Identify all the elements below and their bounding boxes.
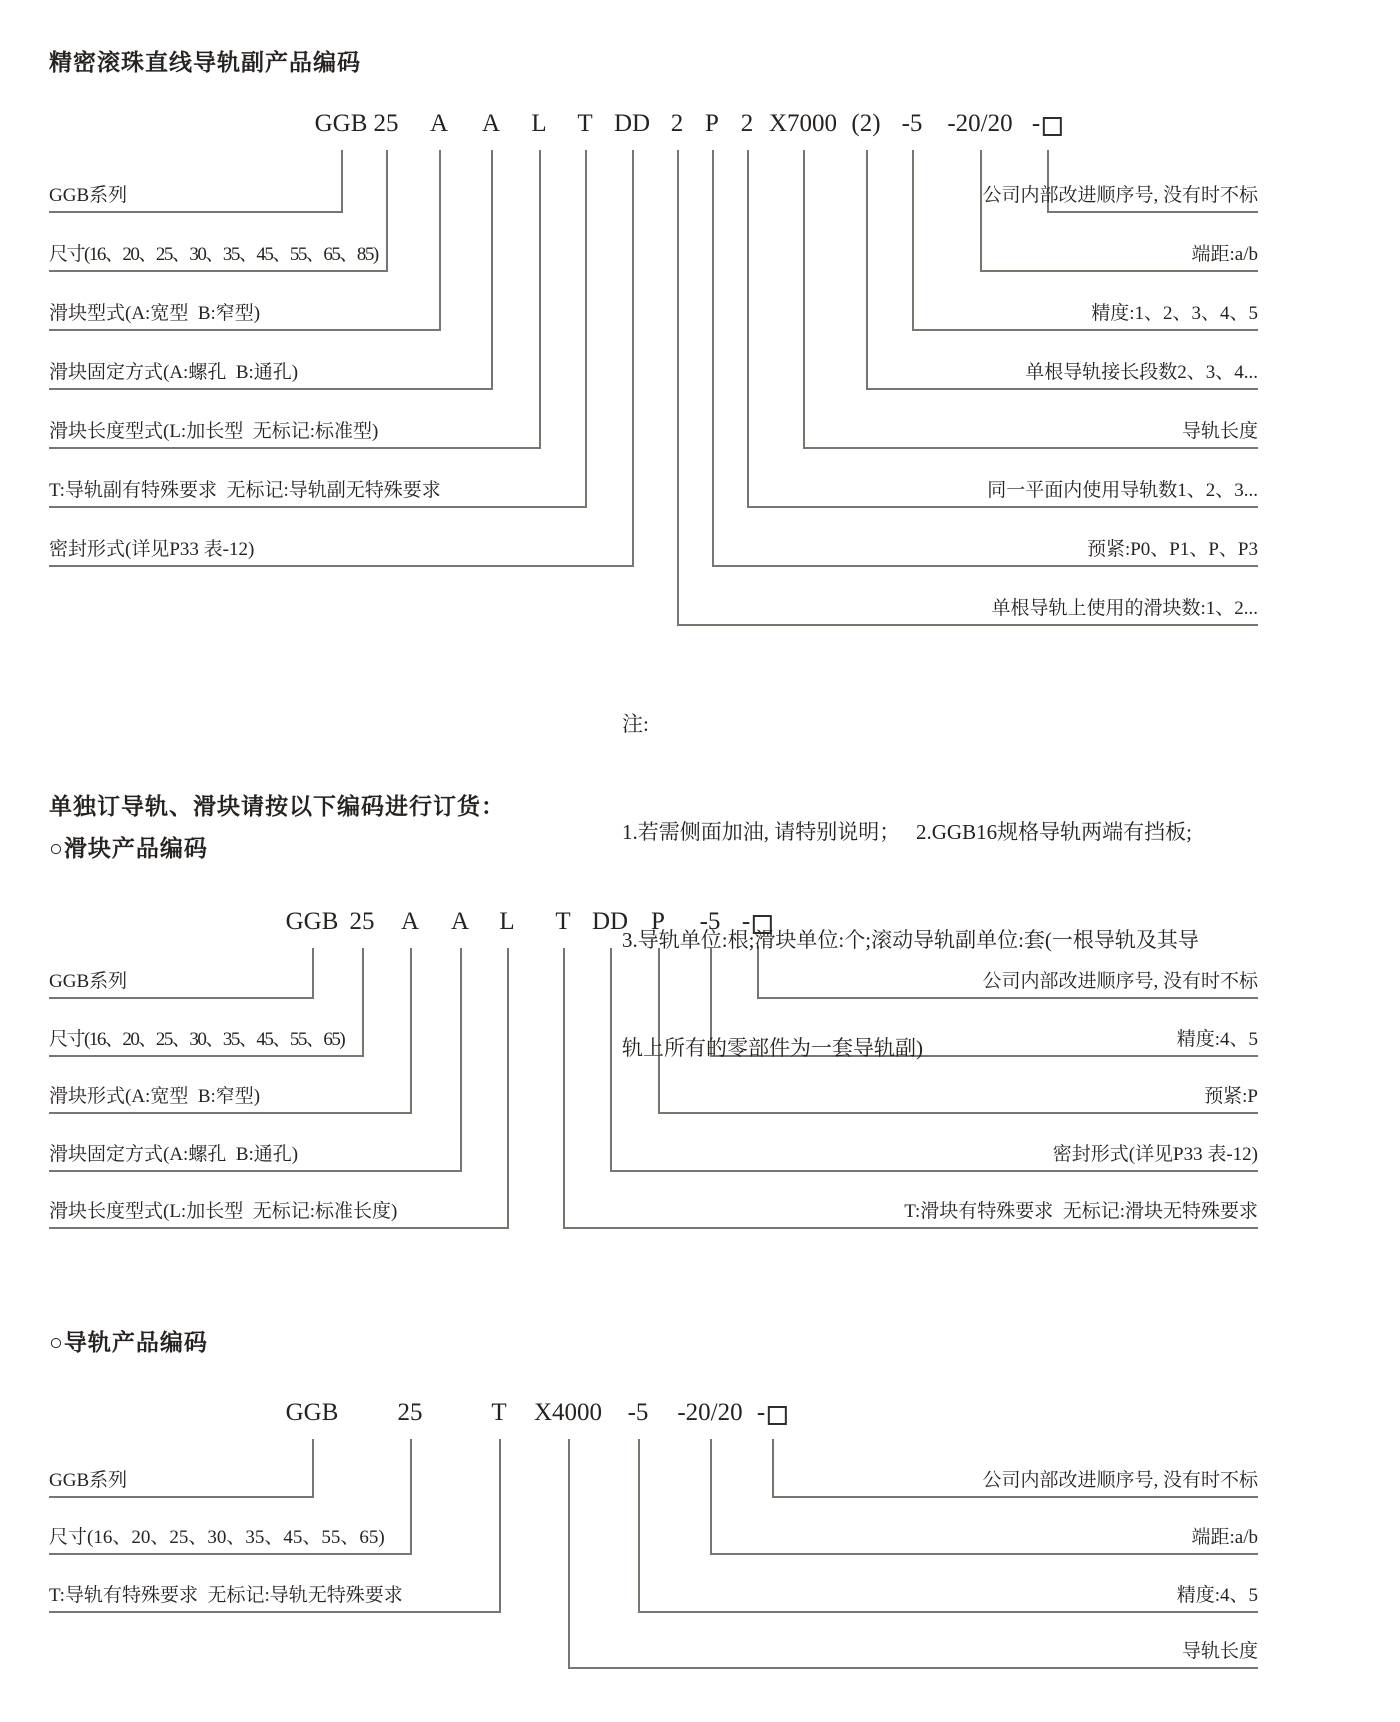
connector-vertical-line: [585, 150, 587, 508]
code-token: [286, 1399, 339, 1427]
label-underline: [49, 997, 314, 999]
code-token-text: 25: [397, 1399, 423, 1426]
label-underline: [49, 1170, 462, 1172]
page-title: 精密滚珠直线导轨副产品编码: [49, 50, 361, 75]
code-label: 滑块长度型式(L:加长型 无标记:标准长度): [49, 1201, 398, 1222]
code-token-text: A: [481, 110, 501, 137]
code-token: [499, 908, 514, 936]
label-underline: [49, 1227, 509, 1229]
label-underline: [803, 447, 1258, 449]
code-label: 精度:1、2、3、4、5: [1091, 303, 1258, 324]
code-token-text: -5: [627, 1399, 649, 1426]
label-underline: [980, 270, 1258, 272]
label-underline: [866, 388, 1258, 390]
connector-vertical-line: [460, 948, 462, 1172]
code-token: [705, 110, 719, 138]
code-token: [374, 110, 399, 138]
connector-vertical-line: [772, 1439, 774, 1498]
code-token-text: DD: [591, 908, 629, 935]
label-underline: [49, 1553, 412, 1555]
connector-vertical-line: [632, 150, 634, 567]
code-label: 滑块型式(A:宽型 B:窄型): [49, 303, 261, 324]
code-label: 预紧:P: [1204, 1086, 1258, 1107]
label-underline: [49, 388, 493, 390]
code-token: [350, 908, 375, 936]
code-token: [677, 1399, 742, 1427]
code-label: 滑块固定方式(A:螺孔 B:通孔): [49, 362, 299, 383]
label-underline: [772, 1496, 1258, 1498]
label-underline: [49, 211, 343, 213]
code-token: [534, 1399, 602, 1427]
code-token-text: L: [499, 908, 515, 935]
code-token: [577, 110, 592, 138]
code-token-text: GGB: [285, 1399, 339, 1426]
code-label: 精度:4、5: [1176, 1585, 1258, 1606]
label-underline: [49, 270, 388, 272]
connector-vertical-line: [491, 150, 493, 390]
code-token-text: -20/20: [677, 1399, 743, 1426]
connector-vertical-line: [712, 150, 714, 567]
code-token-text: -: [741, 908, 751, 935]
label-underline: [49, 1055, 364, 1057]
code-token: [947, 110, 1012, 138]
code-label: GGB系列: [49, 185, 128, 206]
code-token: [401, 908, 419, 936]
code-token-text: A: [400, 908, 420, 935]
connector-vertical-line: [747, 150, 749, 508]
code-token: [430, 110, 448, 138]
label-underline: [49, 506, 587, 508]
connector-vertical-line: [568, 1439, 570, 1669]
label-underline: [610, 1170, 1258, 1172]
connector-vertical-line: [539, 150, 541, 449]
code-label: 滑块固定方式(A:螺孔 B:通孔): [49, 1144, 299, 1165]
code-label: 端距:a/b: [1191, 244, 1258, 265]
code-label: 尺寸(16、20、25、30、35、45、55、65): [49, 1029, 345, 1050]
code-token: [769, 110, 837, 138]
code-token-text: -5: [699, 908, 721, 935]
code-token: [851, 110, 880, 138]
connector-vertical-line: [803, 150, 805, 449]
order-instruction-heading: 单独订导轨、滑块请按以下编码进行订货：: [49, 794, 505, 819]
code-token: [398, 1399, 423, 1427]
code-token-text: (2): [851, 110, 881, 137]
note-line-3: 轨上所有的零部件为一套导轨副): [622, 1036, 923, 1060]
code-token-text: A: [450, 908, 470, 935]
connector-vertical-line: [341, 150, 343, 213]
code-token: [614, 110, 650, 138]
connector-vertical-line: [610, 948, 612, 1172]
code-token: [1032, 110, 1062, 138]
code-token: [757, 1399, 787, 1427]
label-underline: [747, 506, 1258, 508]
code-token: [741, 110, 754, 138]
code-token-text: -: [1031, 110, 1041, 137]
connector-vertical-line: [362, 948, 364, 1057]
connector-vertical-line: [710, 1439, 712, 1555]
note-line-2: 3.导轨单位:根;滑块单位:个;滚动导轨副单位:套(一根导轨及其导: [622, 928, 1199, 952]
connector-vertical-line: [410, 948, 412, 1114]
code-label: 导轨长度: [1181, 1641, 1258, 1662]
note-line-1: 1.若需侧面加油, 请特别说明； 2.GGB16规格导轨两端有挡板;: [622, 820, 1192, 844]
placeholder-box: [1043, 117, 1062, 136]
code-label: 公司内部改进顺序号, 没有时不标: [982, 1470, 1258, 1491]
label-underline: [49, 1611, 501, 1613]
connector-vertical-line: [499, 1439, 501, 1613]
code-label: T:导轨副有特殊要求 无标记:导轨副无特殊要求: [49, 480, 441, 501]
connector-vertical-line: [312, 1439, 314, 1498]
code-label: 尺寸(16、20、25、30、35、45、55、65): [49, 1527, 385, 1548]
code-token-text: DD: [613, 110, 651, 137]
code-token-text: T: [577, 110, 593, 137]
code-token: [491, 1399, 506, 1427]
label-underline: [712, 565, 1258, 567]
code-label: 密封形式(详见P33 表-12): [1052, 1144, 1258, 1165]
notes-block: [622, 634, 1199, 1138]
code-label: 公司内部改进顺序号, 没有时不标: [982, 185, 1258, 206]
code-token-text: A: [429, 110, 449, 137]
code-token-text: GGB: [314, 110, 368, 137]
notes-label: 注:: [622, 712, 649, 736]
label-underline: [568, 1667, 1258, 1669]
code-label: 密封形式(详见P33 表-12): [49, 539, 255, 560]
label-underline: [1047, 211, 1258, 213]
label-underline: [710, 1553, 1258, 1555]
code-token: [451, 908, 469, 936]
label-underline: [49, 1112, 412, 1114]
connector-vertical-line: [507, 948, 509, 1229]
code-token-text: GGB: [285, 908, 339, 935]
code-token: [671, 110, 684, 138]
code-token-text: P: [651, 908, 665, 935]
connector-vertical-line: [563, 948, 565, 1229]
label-underline: [49, 447, 541, 449]
connector-vertical-line: [980, 150, 982, 272]
code-token: [482, 110, 500, 138]
connector-vertical-line: [912, 150, 914, 331]
code-token: [628, 1399, 649, 1427]
connector-vertical-line: [410, 1439, 412, 1555]
connector-vertical-line: [866, 150, 868, 390]
code-label: 尺寸(16、20、25、30、35、45、55、65、85): [49, 244, 378, 265]
code-token-text: -: [756, 1399, 766, 1426]
code-label: GGB系列: [49, 1470, 128, 1491]
code-label: 公司内部改进顺序号, 没有时不标: [982, 971, 1258, 992]
connector-vertical-line: [677, 150, 679, 626]
code-token: [286, 908, 339, 936]
connector-vertical-line: [638, 1439, 640, 1613]
code-token: [555, 908, 570, 936]
code-label: 精度:4、5: [1176, 1029, 1258, 1050]
connector-vertical-line: [312, 948, 314, 999]
label-underline: [677, 624, 1258, 626]
label-underline: [638, 1611, 1258, 1613]
code-token-text: -5: [901, 110, 923, 137]
label-underline: [563, 1227, 1258, 1229]
label-underline: [49, 1496, 314, 1498]
code-label: 单根导轨接长段数2、3、4...: [1025, 362, 1258, 383]
code-label: 同一平面内使用导轨数1、2、3...: [987, 480, 1258, 501]
label-underline: [49, 329, 441, 331]
code-token-text: L: [531, 110, 547, 137]
code-token-text: 2: [670, 110, 684, 137]
placeholder-box: [768, 1406, 787, 1425]
code-token-text: 25: [373, 110, 399, 137]
connector-vertical-line: [439, 150, 441, 331]
connector-vertical-line: [386, 150, 388, 272]
code-token-text: T: [491, 1399, 507, 1426]
code-token-text: -20/20: [947, 110, 1013, 137]
code-token-text: T: [555, 908, 571, 935]
code-token: [531, 110, 546, 138]
code-token-text: X4000: [533, 1399, 603, 1426]
slider-code-heading: ○滑块产品编码: [49, 836, 208, 861]
code-token-text: X7000: [768, 110, 838, 137]
code-label: 预紧:P0、P1、P、P3: [1086, 539, 1258, 560]
label-underline: [912, 329, 1258, 331]
code-token: [902, 110, 923, 138]
code-label: 端距:a/b: [1191, 1527, 1258, 1548]
code-token-text: 25: [349, 908, 375, 935]
code-label: GGB系列: [49, 971, 128, 992]
rail-code-heading: ○导轨产品编码: [49, 1330, 208, 1355]
code-label: T:滑块有特殊要求 无标记:滑块无特殊要求: [904, 1201, 1258, 1222]
code-label: 导轨长度: [1181, 421, 1258, 442]
code-token-text: 2: [740, 110, 754, 137]
code-label: 滑块长度型式(L:加长型 无标记:标准型): [49, 421, 379, 442]
code-token: [315, 110, 368, 138]
label-underline: [49, 565, 634, 567]
code-label: T:导轨有特殊要求 无标记:导轨无特殊要求: [49, 1585, 403, 1606]
code-token-text: P: [705, 110, 719, 137]
code-label: 滑块形式(A:宽型 B:窄型): [49, 1086, 261, 1107]
code-label: 单根导轨上使用的滑块数:1、2...: [991, 598, 1258, 619]
